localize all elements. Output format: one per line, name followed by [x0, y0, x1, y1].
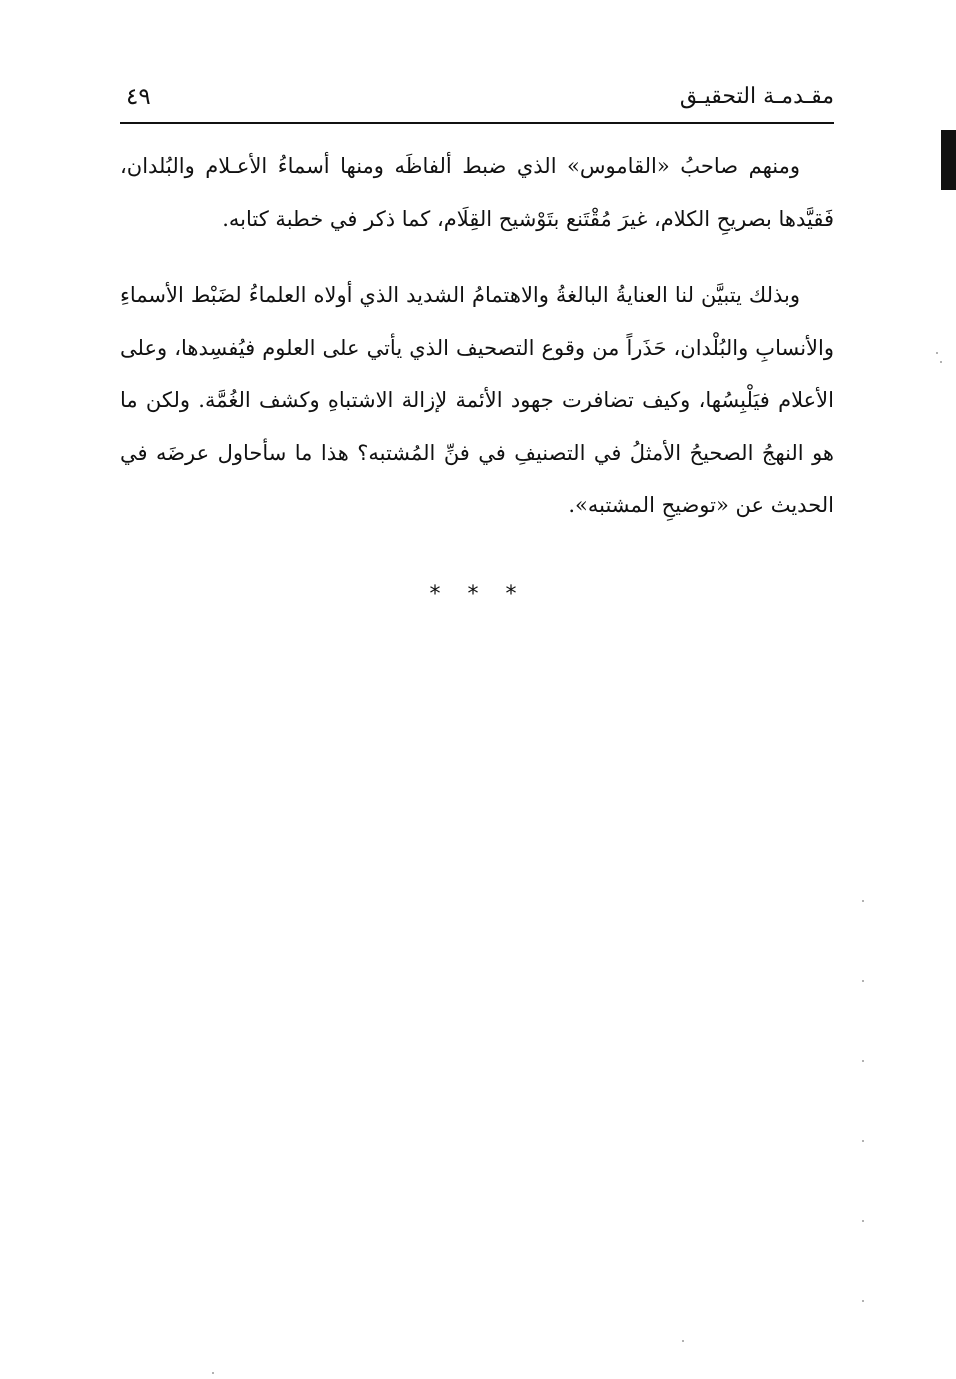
scan-speck — [862, 1220, 864, 1222]
scan-speck — [862, 1300, 864, 1302]
scan-speck — [862, 1140, 864, 1142]
scan-speck — [862, 980, 864, 982]
section-ornament: * * * — [429, 582, 527, 607]
scan-speck — [940, 361, 942, 363]
scan-speck — [862, 900, 864, 902]
scan-speck — [936, 352, 938, 354]
scan-speck — [862, 1060, 864, 1062]
header-rule — [120, 122, 834, 124]
paragraph-1: ومنهم صاحبُ «القاموس» الذي ضبط ألفاظَه ومنها أسماءُ الأعـلام والبُلدان، فَقيَّدها بصريحِ الكلام، غيرَ مُقْتَنع بتَوْشيح القِلَام، كما ذكر في خطبة كتابه. — [120, 154, 834, 231]
body-text — [120, 140, 834, 532]
margin-tab-mark — [941, 130, 956, 190]
scan-speck — [212, 1372, 214, 1374]
page-number: ٤٩ — [126, 84, 151, 110]
scan-speck — [682, 1340, 684, 1342]
paragraph-2: وبذلك يتبيَّن لنا العنايةُ البالغةُ والاهتمامُ الشديد الذي أولاه العلماءُ لضَبْط الأسماءِ والأنسابِ والبُلْدان، حَذَراً من وقوع التصحيف الذي يأتي على العلوم فيُفسِدها، وعلى الأعلام فيَلْبِسُها، وكيف تضافرت جهود الأئمة لإزالة الاشتباهِ وكشف الغُمَّة. ولكن ما هو النهجُ الصحيحُ الأمثلُ في التصنيفِ في فنِّ المُشتبه؟ هذا ما سأحاول عرضَه في الحديث عن «توضيحِ المشتبه». — [120, 283, 834, 517]
running-title: مقـدمـة التحقيـق — [679, 84, 834, 109]
page-header — [120, 78, 834, 122]
